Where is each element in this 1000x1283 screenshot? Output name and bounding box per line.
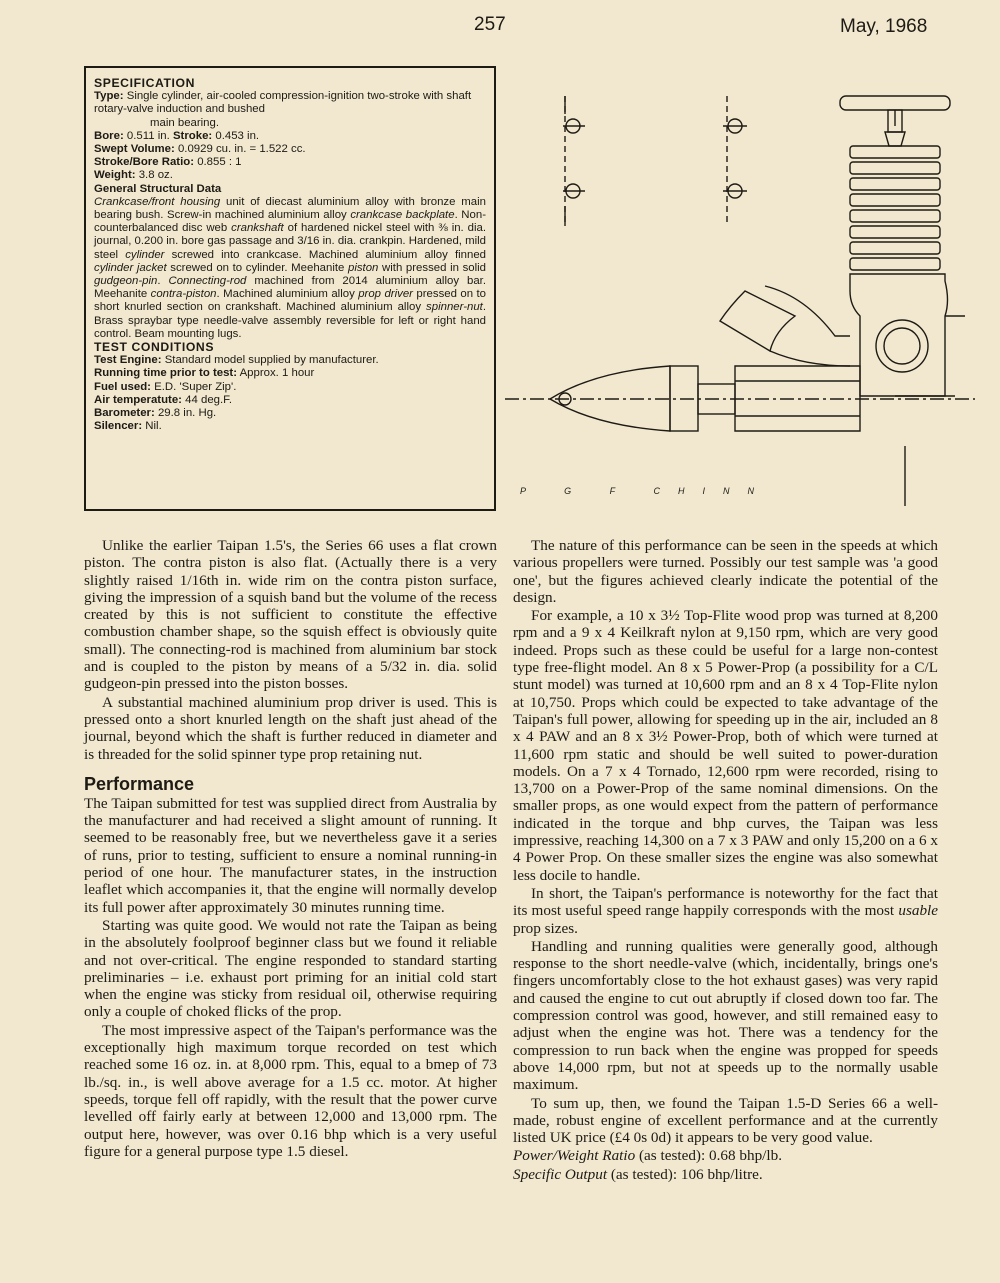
left-paragraph-4: Starting was quite good. We would not rate the Taipan as being in the absolutely foolproof beginner class but we found it reliable and not over-critical. The engine responded to standard starting preliminaries – i.e. exhaust port priming for an initial cold start when the engine was sticky from residual oil, otherwise requiring only a couple of choked flicks of the prop.	[84, 916, 497, 1021]
spec-fuel: Fuel used: E.D. 'Super Zip'.	[94, 380, 237, 393]
spec-barometer: Barometer: 29.8 in. Hg.	[94, 407, 217, 420]
spec-ratio: Stroke/Bore Ratio: 0.855 : 1	[94, 156, 242, 169]
drawing-signature: P G F CHINN	[520, 486, 773, 496]
spec-test-title: TEST CONDITIONS	[94, 340, 215, 355]
spec-type-cont: main bearing.	[150, 116, 220, 129]
right-paragraph-4: Handling and running qualities were generally good, although response to the short needle-valve (which, incidentally, brings one's fingers uncomfortably close to the hot exhaust gases) was very rapid and caused the engine to cut out abruptly if closed down too far. The compression control was good, however, and still remained easy to adjust when the engine was hot. There was a tendency for the compression to run back when the engine was propped for speeds above 14,000 rpm, but not at speeds up to the normally usable maximum.	[513, 937, 938, 1094]
page-number: 257	[474, 14, 506, 35]
spec-test-engine: Test Engine: Standard model supplied by manufacturer.	[94, 354, 379, 367]
right-paragraph-3: In short, the Taipan's performance is noteworthy for the fact that its most useful speed range happily corresponds with the most usable prop sizes.	[513, 884, 938, 937]
engine-drawing	[505, 66, 975, 526]
spec-air-temp: Air temperatute: 44 deg.F.	[94, 393, 233, 406]
spec-weight: Weight: 3.8 oz.	[94, 169, 173, 182]
right-paragraph-2: For example, a 10 x 3½ Top-Flite wood prop was turned at 8,200 rpm and a 9 x 4 Keilkraft nylon at 9,150 rpm, which are very good indeed. Props such as these could be useful for a large non-contest type free-flight model. An 8 x 5 Power-Prop (a possibility for a C/L stunt model) was turned at 10,600 rpm and an 8 x 4 Top-Flite nylon at 10,750. Props which could be expected to take advantage of the Taipan's full power, allowing for speeding up in the air, included an 8 x 4 PAW and an 8 x 3½ Power-Prop, both of which were turned at 11,600 rpm static and should be well suited to power-duration models. On a 7 x 4 Tornado, 12,600 rpm were recorded, rising to 13,700 on a Power-Prop of the same nominal dimensions. On the smaller props, as one would expect from the pattern of performance indicated in the torque and bhp curves, the Taipan was less impressive, reaching 14,300 on a 7 x 3 PAW and only 15,200 on a 6 x 4 Power Prop. On these smaller sizes the engine was also somewhat less docile to handle.	[513, 607, 938, 884]
spec-silencer: Silencer: Nil.	[94, 420, 162, 433]
specific-output: Specific Output (as tested): 106 bhp/litre.	[513, 1165, 763, 1183]
right-paragraph-1: The nature of this performance can be seen in the speeds at which various propellers were turned. Possibly our test sample was 'a good one', but the figures achieved clearly indicate the potential of the design.	[513, 537, 938, 606]
specification-box	[84, 66, 496, 511]
left-paragraph-2: A substantial machined aluminium prop driver is used. This is pressed onto a short knurled length on the shaft just ahead of the journal, beyond which the shaft is further reduced in diameter and is threaded for the solid spinner type prop retaining nut.	[84, 693, 497, 763]
power-weight-ratio: Power/Weight Ratio (as tested): 0.68 bhp/lb.	[513, 1147, 782, 1165]
spec-swept-volume: Swept Volume: 0.0929 cu. in. = 1.522 cc.	[94, 143, 306, 156]
left-paragraph-5: The most impressive aspect of the Taipan's performance was the exceptionally high maximum torque recorded on test which reached some 16 oz. in. at 8,000 rpm. This, equal to a bmep of 73 lb./sq. in., is well above average for a 1.5 cc. motor. At higher speeds, torque fell off rapidly, with the result that the power curve levelled off fairly early at between 12,000 and 13,000 rpm. The output here, however, was over 0.16 bhp which is a very useful figure for a general purpose type 1.5 diesel.	[84, 1021, 497, 1160]
spec-general-text: Crankcase/front housing unit of diecast aluminium alloy with bronze main bearing bush. Screw-in machined aluminium alloy crankcase backplate. Non-counterbalanced disc web crankshaft of hardened nickel steel with ⅜ in. dia. journal, 0.200 in. bore gas passage and 3/16 in. dia. crankpin. Hardened, mild steel cylinder screwed into crankcase. Machined aluminium alloy finned cylinder jacket screwed on to cylinder. Meehanite piston with pressed in solid gudgeon-pin. Connecting-rod machined from 2014 aluminium alloy bar. Meehanite contra-piston. Machined aluminium alloy prop driver pressed on to short knurled section on crankshaft. Machined aluminium alloy spinner-nut. Brass spraybar type needle-valve assembly reversible for left or right hand control. Beam mounting lugs.	[94, 195, 487, 340]
right-column	[513, 537, 938, 1184]
spec-title: SPECIFICATION	[94, 76, 196, 90]
spec-running-time: Running time prior to test: Approx. 1 hour	[94, 367, 315, 380]
left-paragraph-1: Unlike the earlier Taipan 1.5's, the Series 66 uses a flat crown piston. The contra piston is also flat. (Actually there is a very slightly raised 1/16th in. wide rim on the contra piston surface, giving the impression of a squish band but the volume of the recess created by this is not sufficient to constitute the effective combustion chamber shape, so the squish effect is obviously quite small). The connecting-rod is machined from aluminium bar stock and is coupled to the piston by means of a 5/32 in. dia. solid gudgeon-pin pressed into the piston bosses.	[84, 537, 497, 693]
performance-heading: Performance	[84, 773, 195, 794]
spec-bore-stroke: Bore: 0.511 in. Stroke: 0.453 in.	[94, 129, 260, 142]
spec-type: Type: Single cylinder, air-cooled compression-ignition two-stroke with shaft rotary-valve induction and bushed	[94, 90, 472, 116]
right-paragraph-5: To sum up, then, we found the Taipan 1.5-D Series 66 a well-made, robust engine of excellent performance and at the currently listed UK price (£4 0s 0d) it appears to be very good value.	[513, 1094, 938, 1147]
left-column	[84, 537, 497, 1161]
left-paragraph-3: The Taipan submitted for test was supplied direct from Australia by the manufacturer and had received a slight amount of running. It seemed to be reasonably free, but we nevertheless gave it a series of runs, prior to testing, sufficient to ensure a nominal running-in period of one hour. The manufacturer states, in the instruction leaflet which accompanies it, that the engine will normally develop its full power after approximately 30 minutes running time.	[84, 794, 497, 916]
spec-general-title: General Structural Data	[94, 182, 222, 195]
page-date: May, 1968	[840, 16, 928, 37]
